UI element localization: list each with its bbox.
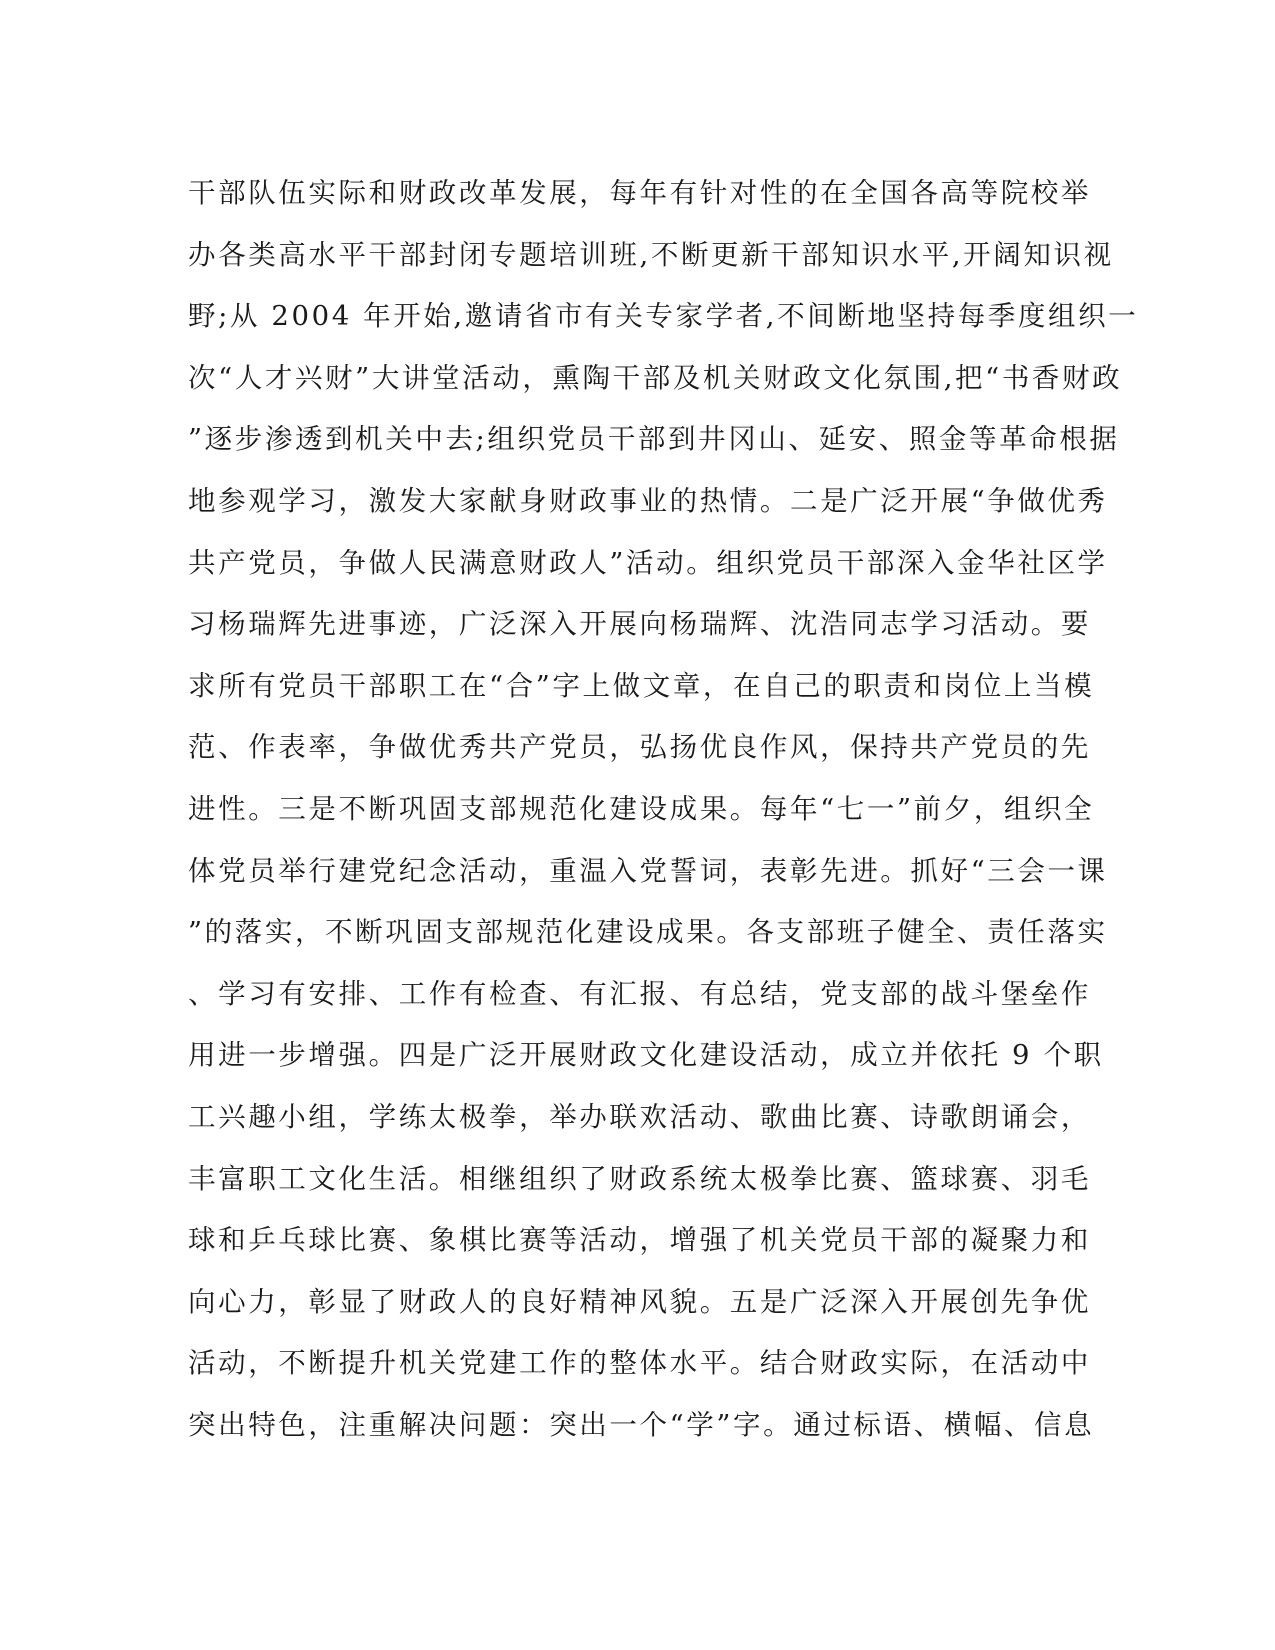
body-text [188,163,1139,1456]
text-line: 突出特色，注重解决问题：突出一个“学”字。通过标语、横幅、信息 [188,1408,1095,1441]
text-line: 地参观学习，激发大家献身财政事业的热情。二是广泛开展“争做优秀 [188,484,1108,517]
text-line: 体党员举行建党纪念活动，重温入党誓词，表彰先进。抓好“三会一课 [188,854,1108,887]
text-line: 办各类高水平干部封闭专题培训班,不断更新干部知识水平,开阔知识视 [188,238,1114,271]
text-line: 求所有党员干部职工在“合”字上做文章，在自己的职责和岗位上当模 [188,669,1095,702]
text-line: 干部队伍实际和财政改革发展，每年有针对性的在全国各高等院校举 [188,177,1091,209]
text-line: 共产党员，争做人民满意财政人”活动。组织党员干部深入金华社区学 [188,546,1108,579]
text-line: ”的落实，不断巩固支部规范化建设成果。各支部班子健全、责任落实 [188,916,1108,949]
text-line: 球和乒乓球比赛、象棋比赛等活动，增强了机关党员干部的凝聚力和 [188,1224,1091,1257]
text-line: 工兴趣小组，学练太极拳，举办联欢活动、歌曲比赛、诗歌朗诵会， [188,1100,1091,1133]
text-line: 丰富职工文化生活。相继组织了财政系统太极拳比赛、篮球赛、羽毛 [188,1162,1091,1195]
text-line: 范、作表率，争做优秀共产党员，弘扬优良作风，保持共产党员的先 [188,731,1091,764]
text-line: 野;从 2004 年开始,邀请省市有关专家学者,不间断地坚持每季度组织一 [188,300,1139,333]
text-line: 向心力，彰显了财政人的良好精神风貌。五是广泛深入开展创先争优 [188,1285,1091,1318]
text-line: 习杨瑞辉先进事迹，广泛深入开展向杨瑞辉、沈浩同志学习活动。要 [188,608,1091,641]
text-line: 进性。三是不断巩固支部规范化建设成果。每年“七一”前夕，组织全 [188,792,1095,825]
text-line: ”逐步渗透到机关中去;组织党员干部到井冈山、延安、照金等革命根据 [188,423,1120,456]
text-line: 次“人才兴财”大讲堂活动，熏陶干部及机关财政文化氛围,把“书香财政 [188,361,1123,394]
text-line: 活动，不断提升机关党建工作的整体水平。结合财政实际，在活动中 [188,1347,1091,1380]
text-line: 、学习有安排、工作有检查、有汇报、有总结，党支部的战斗堡垒作 [188,977,1091,1010]
text-line: 用进一步增强。四是广泛开展财政文化建设活动，成立并依托 9 个职 [188,1039,1104,1072]
